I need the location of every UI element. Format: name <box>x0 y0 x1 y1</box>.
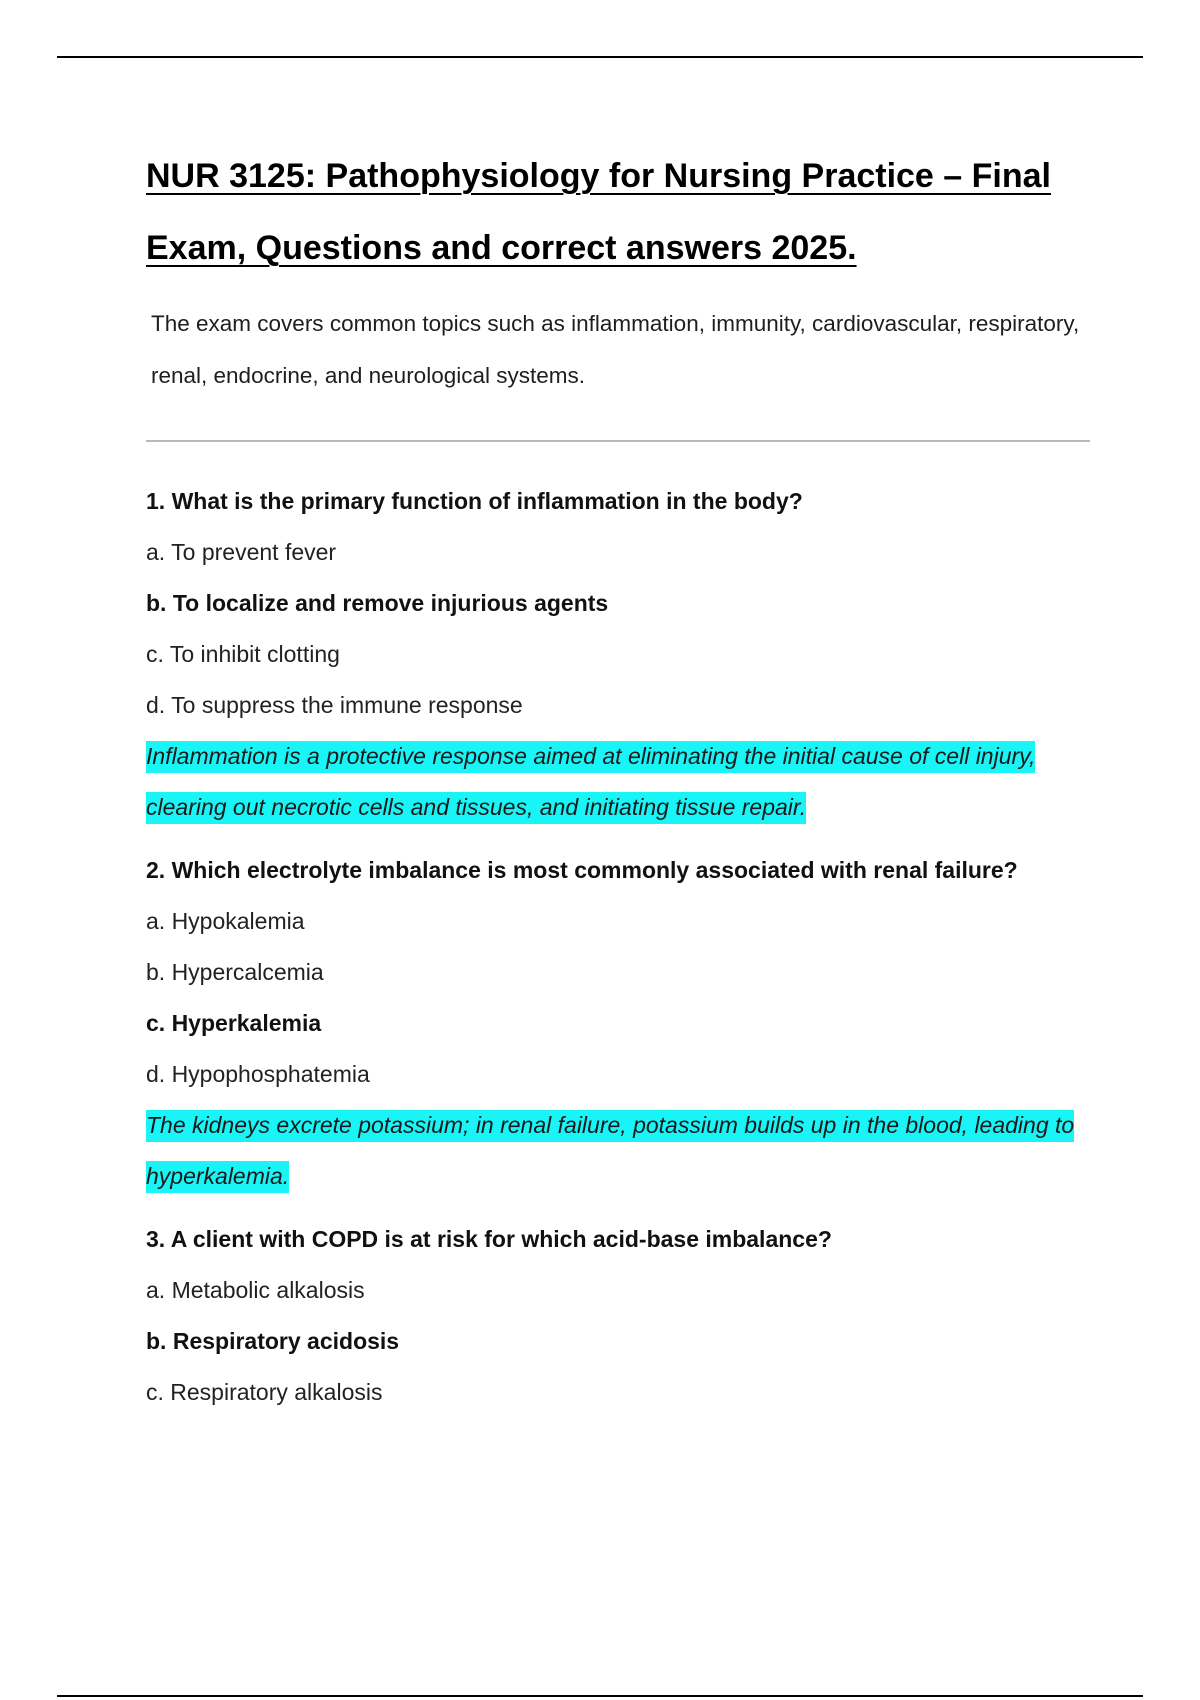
top-rule <box>57 56 1143 58</box>
answer-option: d. Hypophosphatemia <box>146 1061 370 1087</box>
document-body <box>146 140 1090 1430</box>
explanation-highlight: Inflammation is a protective response aimed at eliminating the initial cause of cell injury, clearing out necrotic cells and tissues, and initiating tissue repair. <box>146 741 1035 824</box>
answer-option: a. To prevent fever <box>146 539 337 565</box>
bottom-rule <box>57 1695 1143 1697</box>
answer-option: b. Hypercalcemia <box>146 959 324 985</box>
title-line-2: Exam, Questions and correct answers 2025. <box>146 229 857 267</box>
answer-option: c. To inhibit clotting <box>146 641 340 667</box>
correct-answer-option: b. To localize and remove injurious agents <box>146 590 609 616</box>
answer-option: c. Respiratory alkalosis <box>146 1379 383 1405</box>
section-divider <box>146 440 1090 442</box>
answer-option: a. Hypokalemia <box>146 908 305 934</box>
answer-explanation <box>146 731 1090 833</box>
question-text: 2. Which electrolyte imbalance is most commonly associated with renal failure? <box>146 857 1018 883</box>
correct-answer-option: b. Respiratory acidosis <box>146 1328 400 1354</box>
answer-option: a. Metabolic alkalosis <box>146 1277 365 1303</box>
question-block-1 <box>146 476 1090 833</box>
answer-explanation <box>146 1100 1090 1202</box>
correct-answer-option: c. Hyperkalemia <box>146 1010 322 1036</box>
intro-paragraph: The exam covers common topics such as inflammation, immunity, cardiovascular, respiratory, renal, endocrine, and neurological systems. <box>151 311 1080 388</box>
answer-option: d. To suppress the immune response <box>146 692 523 718</box>
explanation-highlight: The kidneys excrete potassium; in renal failure, potassium builds up in the blood, leading to hyperkalemia. <box>146 1110 1074 1193</box>
title-line-1: NUR 3125: Pathophysiology for Nursing Practice – Final <box>146 157 1051 195</box>
document-title <box>146 140 1090 284</box>
question-block-3 <box>146 1214 1090 1418</box>
question-text: 3. A client with COPD is at risk for which acid-base imbalance? <box>146 1226 832 1252</box>
question-block-2 <box>146 845 1090 1202</box>
question-text: 1. What is the primary function of inflammation in the body? <box>146 488 803 514</box>
